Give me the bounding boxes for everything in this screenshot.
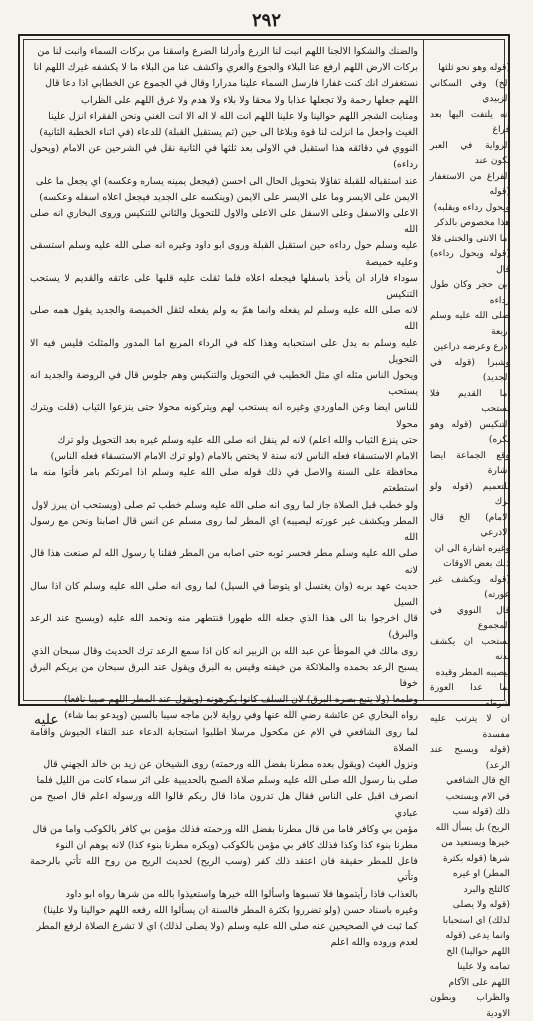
main-text-line: صلى بنا رسول الله صلى الله عليه وسلم صلاة الصبح بالحديبية على اثر سماء كانت من الليل فلما bbox=[36, 775, 418, 787]
margin-text-line: وانما يدعى (قوله bbox=[445, 930, 510, 941]
main-text-line: والضنك والشكوا الالجنا اللهم انبت لنا الزرع وأدرلنا الضرع واسقنا من بركات السماء وانبت لنا من bbox=[37, 46, 418, 57]
main-text-line: قال اخرجوا بنا الى هذا الذي جعله الله طهورا فنتطهر منه ونحمد الله عليه (ويسبح عند الرعد والبرق) bbox=[30, 613, 418, 641]
main-text-line: النووي في دقائقه هذا استقبل في الاولى بعد ثلثها في الثانية نقل في الشرحين عن الامام (ويحول رداءه) bbox=[30, 143, 418, 171]
margin-text-line: وشبرا (قوله في الجديد) bbox=[430, 356, 510, 383]
margin-text-line: ويحول رداءه ويقلبه) bbox=[433, 201, 510, 213]
margin-text-line: اما القديم فلا يستحب bbox=[430, 387, 510, 414]
margin-text-line: اللهم على الآكام bbox=[448, 976, 510, 988]
margin-text-line: اللهم حوالينا) الخ bbox=[446, 945, 510, 957]
main-text-line: الامام الاستسقاء فعله الناس لانه سنة لا يختص بالامام (ولو ترك الامام الاستسقاء فعله الناس) bbox=[50, 451, 418, 463]
margin-text-line: خيرها ويستعيذ من bbox=[441, 837, 510, 848]
margin-text-line: (قوله ويحول رداءه) قال bbox=[430, 248, 510, 275]
main-text-line: ويحول الناس مثله اي مثل الخطيب في التحويل والتنكيس وهم جلوس قال في الروضة والجديد انه يستحب bbox=[30, 370, 418, 398]
main-text-line: الايمن على الايسر وما على الايسر على الايمن (وينكسه على الجديد فيجعل اعلاه اسفله وعكسه) bbox=[39, 191, 418, 203]
main-text-line: كما ثبت في الصحيحين عنه صلى الله عليه وسلم (ولا يصلى لذلك) اي لا تشرع الصلاة لرفع المطر bbox=[36, 920, 418, 932]
margin-text-line: ابن حجر وكان طول رداءه bbox=[430, 279, 510, 306]
margin-text-line: التنكيس (قوله وهو بكره) bbox=[430, 418, 510, 445]
margin-text-line: بما عدا العورة شرطه bbox=[430, 682, 510, 709]
catchword: عليه bbox=[34, 712, 59, 728]
main-text-line: يسبح الرعد بحمده والملائكة من خيفته وقيس به البرق ويقول عند البرق سبحان من يريكم البرق خوفا bbox=[30, 661, 418, 689]
margin-text-line: ذلك (قوله سب bbox=[452, 806, 510, 817]
main-text-line: ونزول الغيث (ويقول بعده مطرنا بفضل الله ورحمته) روى الشيخان عن زيد بن خالد الجهني قال bbox=[43, 758, 418, 770]
margin-text-line: الفراغ من الاستغفار (قوله bbox=[430, 170, 510, 197]
main-text-line: رواه البخاري عن عائشة رضي الله عنها وفي رواية لابن ماجه سيبا بالسين (ويدعو بما شاء) bbox=[64, 710, 418, 722]
main-text-line: وطمعا (ولا يتبع بصره البرق) لان السلف كانوا يكرهونه (ويقول عند المطر اللهم صيبا نافعا) bbox=[63, 694, 418, 706]
margin-text-line: وغيره اشارة الى ان bbox=[434, 542, 510, 554]
main-text-line: انصرف اقبل على الناس فقال هل تدرون ماذا قال ربكم قالوا الله ورسوله اعلم قال اصبح من عبادي bbox=[30, 791, 418, 819]
main-text-line: وغيره باسناد حسن (ولو تضرروا بكثرة المطر فالسنة ان يسألوا الله رفعه اللهم حوالينا ولا علينا) bbox=[43, 904, 418, 916]
margin-text-line: ذلك بعض الاوقات bbox=[443, 558, 510, 569]
margin-text-line: انه يلتفت اليها بعد فراغ bbox=[430, 108, 510, 135]
main-text-line: لانه صلى الله عليه وسلم لم يفعله وانما همّ به ولم يفعله لثقل الخميصة والجديد يقول همه صلى الله bbox=[30, 305, 418, 333]
margin-text-line: الخ) وفي السكاني الزبيدي bbox=[430, 77, 510, 104]
margin-text-line: ان لا يترتب عليه مفسدة bbox=[430, 713, 510, 740]
margin-text-line: في الام ويستحب bbox=[445, 790, 510, 802]
margin-text-line: كالثلج والبرد bbox=[463, 883, 510, 895]
main-text-line: محافظة على السنة والاصل في ذلك قوله صلى الله عليه وسلم اذا امرتكم بامر فأتوا منه ما استطعتم bbox=[30, 467, 418, 495]
margin-text-line: (قوله ويسبح عند الرعد) bbox=[430, 744, 510, 771]
margin-text-line: الامام) الخ قال الاذرعي bbox=[430, 511, 510, 538]
margin-text-line: المطر) او غيره bbox=[452, 868, 510, 879]
page-number: ٢٩٢ bbox=[251, 10, 281, 31]
main-text-line: نستغفرك انك كنت غفارا فارسل السماء علينا مدرارا وقال في الجموع عن الخطابي اذا دعا قال bbox=[45, 78, 418, 90]
margin-text-line: يستحب ان يكشف بدنه bbox=[430, 635, 510, 662]
margin-text-line: (قوله ويكشف غير عورته) bbox=[430, 573, 510, 600]
main-text-line: صلى الله عليه وسلم مطر فحسر ثوبه حتى اصابه من المطر فقلنا يا رسول الله لم صنعت هذا قال لانه bbox=[30, 548, 418, 576]
margin-text-line: هذا مخصوص بالذكر bbox=[434, 217, 510, 228]
main-text-line: عند استقباله للقبلة تفاؤلا بتحويل الحال الى احسن (فيجعل يمينه يساره وعكسه) اي يجعل ما على bbox=[35, 175, 418, 187]
main-text-line: عليه وسلم حول رداءه حين استقبل القبلة وروى ابو داود وغيره انه صلى الله عليه وسلم استسقى وعليه خميصة bbox=[30, 240, 418, 268]
margin-text-line: لذلك) اي استحبابا bbox=[442, 914, 510, 926]
margin-text-line: اذرع وعرضه ذراعين bbox=[433, 341, 510, 352]
main-text-line: اللهم جعلها رحمة ولا تجعلها عذابا ولا محقا ولا بلاء ولا هدم ولا غرق اللهم على الظراب bbox=[81, 94, 418, 106]
main-text-line: سوداء فاراد ان يأخذ باسفلها فيجعله اعلاه فلما ثقلت عليه قلبها على عاتقه والقديم لا يستحب التنكيس bbox=[30, 272, 418, 301]
margin-text-line: ليصيبه المطر وقيده bbox=[435, 666, 510, 678]
margin-text-line: الخ قال الشافعي bbox=[446, 775, 510, 786]
main-text-line: بالعذاب فاذا رأيتموها فلا تسبوها واسألوا الله خيرها واستعيذوا بالله من شرها رواه ابو داود bbox=[65, 888, 418, 900]
main-text-line: الاعلى والاسفل وعلى الاسفل على الاعلى والاول للتحويل والثاني للتنكيس وروى البخاري انه صلى الله bbox=[30, 208, 418, 236]
margin-commentary-column bbox=[430, 60, 510, 1019]
main-text-line: فاعل للمطر حقيقة فان اعتقد ذلك كفر (وسب الريح) لحديث الريح من روح الله تأتي بالرحمة وتأتي bbox=[30, 856, 418, 884]
main-text-line: حديث عهد بربه (وان يغتسل او يتوضأ في السيل) لما روى انه صلى الله عليه وسلم كان اذا سال السيل bbox=[30, 580, 418, 608]
margin-text-line: قال النووي في المجموع bbox=[430, 604, 510, 631]
margin-text-line: والظراب وبطون الاودية bbox=[430, 992, 510, 1019]
main-text-line: لما روى الشافعي في الام عن مكحول مرسلا اطلبوا استجابة الدعاء عند التقاء الجيوش واقامة الصلاة bbox=[30, 726, 418, 754]
margin-text-line: للتعميم (قوله ولو ترك bbox=[430, 480, 510, 507]
margin-text-line: تمامه ولا علينا bbox=[457, 961, 510, 972]
margin-text-line: شرها (قوله بكثرة bbox=[443, 852, 510, 864]
main-text-line: الغيث واجعل ما انزلت لنا قوة وبلاغا الى حين (ثم يستقبل القبلة) للدعاء (في اثناء الخطبة الثانية) bbox=[39, 127, 418, 139]
margin-text-line: وقع الجماعة ايضا اشارة bbox=[430, 449, 510, 476]
margin-text-line: (قوله ولا يصلى bbox=[452, 899, 510, 910]
main-text-line: حتى ينزع الثياب والله اعلم) لانه لم ينقل انه صلى الله عليه وسلم غيره بعد التحويل ولو ترك bbox=[57, 434, 418, 446]
margin-text-line: صلى الله عليه وسلم اربعة bbox=[430, 310, 510, 337]
margin-text-line: الريح) بل يسأل الله bbox=[435, 821, 510, 833]
main-text-line: للناس ايضا وعن الماوردي وغيره انه يستحب لهم ويتركونه محولا حتى ينزعوا الثياب (قلت ويترك محولا bbox=[30, 402, 418, 430]
margin-text-line: اما الانثى والخنثى فلا bbox=[431, 232, 510, 244]
page-frame-inner bbox=[23, 39, 510, 1019]
main-text-line: روى مالك في الموطأ عن عبد الله بن الزبير انه كان اذا سمع الرعد ترك الحديث وقال سبحان الذي bbox=[31, 645, 418, 657]
column-divider bbox=[423, 40, 424, 700]
main-text-line: ولو خطب قبل الصلاة جاز لما روى انه صلى الله عليه وسلم خطب ثم صلى (ويستحب ان يبرز لاول bbox=[31, 499, 418, 511]
page-frame bbox=[18, 34, 510, 1019]
margin-text-line: الرواية في العبر يكون عند bbox=[430, 139, 510, 166]
main-text-column bbox=[30, 44, 418, 949]
main-text-line: عليه وسلم به يدل على استحبابه وهذا كله في الرداء المربع اما المدور والمثلث فليس فيه الا التحويل bbox=[30, 337, 418, 365]
margin-text-line: (قوله وهو نحو ثلثها bbox=[438, 62, 510, 73]
main-text-line: ومنابت الشجر اللهم حوالينا ولا علينا اللهم انت الله لا اله الا انت الغني ونحن الفقراء انزل علينا bbox=[48, 110, 418, 122]
main-text-line: لعدم وروده والله اعلم bbox=[330, 937, 418, 949]
main-text-line: مؤمن بي وكافر فاما من قال مطرنا بفضل الله ورحمته فذلك مؤمن بي كافر بالكوكب واما من قال bbox=[32, 823, 418, 835]
main-text-line: المطر ويكشف غير عورته ليصيبه) اي المطر لما روى مسلم عن انس قال اصابنا ونحن مع رسول الله bbox=[30, 515, 418, 544]
main-text-line: بركات الارض اللهم ارفع عنا البلاء والجوع والعري واكشف عنا من البلاء ما لا يكشفه غيرك اللهم انا bbox=[33, 62, 418, 74]
main-text-line: مطرنا بنوء كذا وكذا فذلك كافر بي مؤمن بالكوكب (ويكره مطرنا بنوء كذا) لانه يوهم ان النوء bbox=[55, 839, 418, 851]
